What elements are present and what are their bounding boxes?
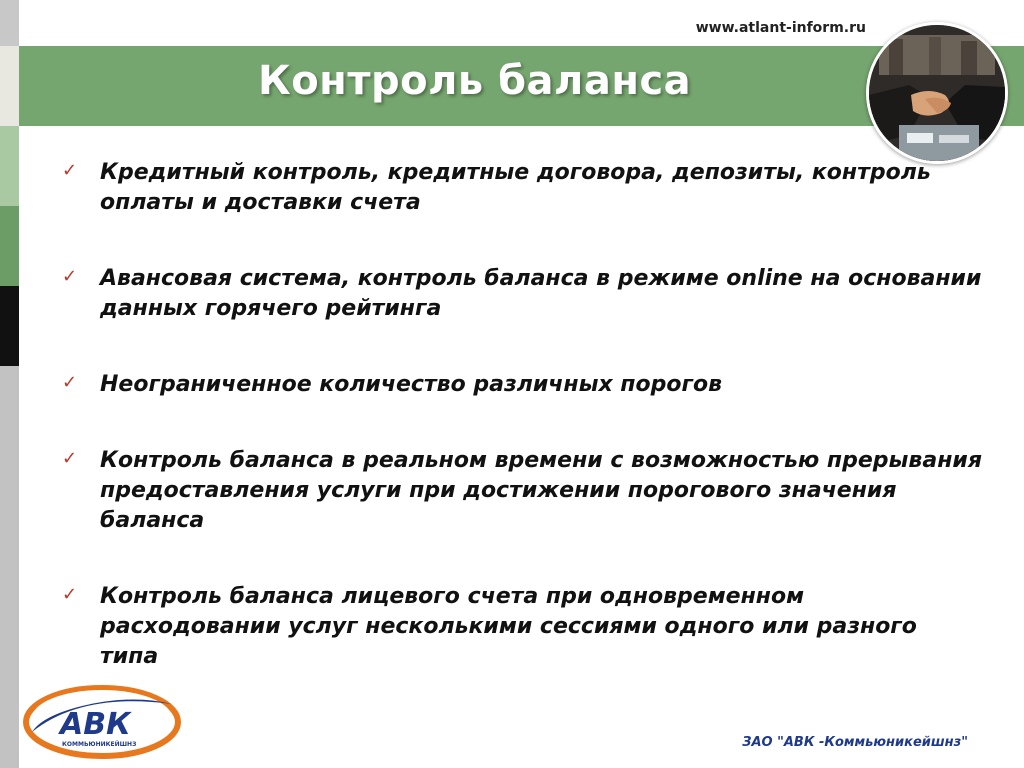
bullet-text: Контроль баланса в реальном времени с возможностью прерывания предоставления услуги при достижении порогового значения баланса xyxy=(100,448,982,533)
list-item xyxy=(62,158,982,218)
handshake-photo-art xyxy=(869,25,1005,161)
avk-logo-icon xyxy=(22,682,182,762)
checkmark-icon: ✓ xyxy=(62,372,78,393)
side-block xyxy=(0,366,19,768)
footer-company: ЗАО "АВК -Коммьюникейшнз" xyxy=(742,735,968,750)
side-block xyxy=(0,206,19,286)
logo-main-text: АВК xyxy=(60,707,131,742)
site-url[interactable]: www.atlant-inform.ru xyxy=(695,20,866,36)
handshake-photo xyxy=(866,22,1008,164)
checkmark-icon: ✓ xyxy=(62,266,78,287)
bullet-text: Контроль баланса лицевого счета при одновременном расходовании услуг несколькими сессиями одного или разного типа xyxy=(100,584,917,669)
side-block xyxy=(0,0,19,46)
side-block xyxy=(0,126,19,206)
list-item xyxy=(62,264,982,324)
list-item xyxy=(62,370,722,400)
logo-sub-text: КОММЬЮНИКЕЙШНЗ xyxy=(62,741,137,748)
slide-title: Контроль баланса xyxy=(258,58,692,104)
list-item xyxy=(62,582,982,672)
side-block xyxy=(0,46,19,126)
checkmark-icon: ✓ xyxy=(62,448,78,469)
list-item xyxy=(62,446,982,536)
checkmark-icon: ✓ xyxy=(62,584,78,605)
bullet-text: Неограниченное количество различных порогов xyxy=(100,372,723,397)
bullet-text: Авансовая система, контроль баланса в режиме online на основании данных горячего рейтинга xyxy=(100,266,982,321)
company-logo xyxy=(22,682,182,762)
checkmark-icon: ✓ xyxy=(62,160,78,181)
bullet-text: Кредитный контроль, кредитные договора, депозиты, контроль оплаты и доставки счета xyxy=(100,160,931,215)
side-block xyxy=(0,286,19,366)
